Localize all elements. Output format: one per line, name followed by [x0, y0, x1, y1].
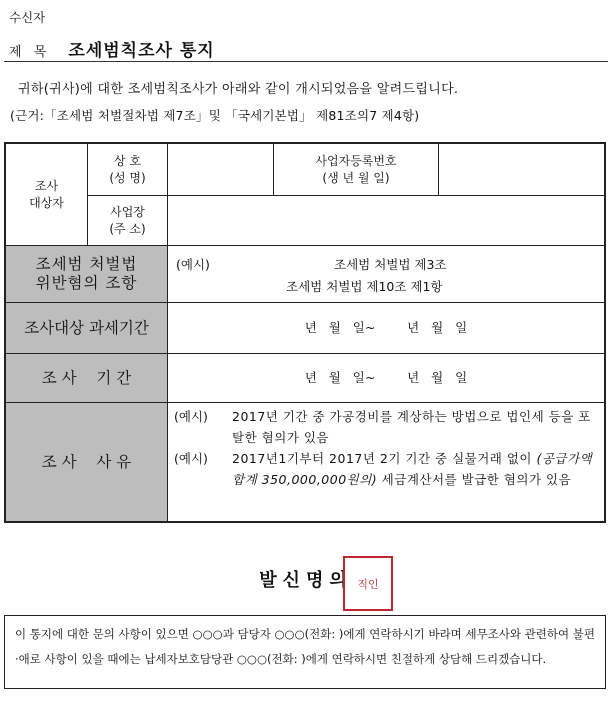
- title-divider: [4, 61, 608, 62]
- violation-value: [167, 245, 605, 303]
- violation-line-1: 조세범 처벌법 제3조: [334, 257, 447, 272]
- violation-example: (예시): [176, 257, 210, 272]
- reason-2-part-a: 2017년1기부터 2017년 2기 기간 중 실물거래 없이: [232, 451, 532, 466]
- sender-block: [0, 566, 612, 592]
- investigation-table: [4, 142, 606, 523]
- reason-item-2: [174, 448, 598, 490]
- inv-period-label: 조 사 기 간: [5, 353, 168, 403]
- official-seal: 직인: [343, 556, 393, 611]
- biz-reg-value: [438, 143, 605, 196]
- inv-period-value: 년 월 일~ 년 월 일: [167, 353, 605, 403]
- trade-name-value: [167, 143, 274, 196]
- intro-line-1: 귀하(귀사)에 대한 조세범칙조사가 아래와 같이 개시되었음을 알려드립니다.: [18, 82, 459, 97]
- tax-period-label: 조사대상 과세기간: [5, 302, 168, 354]
- sender-label: 발신명의: [259, 570, 353, 591]
- biz-reg-label: 사업자등록번호 (생 년 월 일): [273, 143, 439, 196]
- recipient-label: 수신자: [9, 10, 46, 25]
- tax-period-value: 년 월 일~ 년 월 일: [167, 302, 605, 354]
- reason-label: 조 사 사 유: [5, 402, 168, 522]
- reason-value: [167, 402, 605, 522]
- title-row: [9, 36, 215, 61]
- contact-notice: 이 통지에 대한 문의 사항이 있으면 ○○○과 담당자 ○○○(전화: )에게 연락하시기 바라며 세무조사와 관련하여 불편·애로 사항이 있을 때에는 납세자보호담당관 ○○○(전화: )에게 연락하시면 친절하게 상담해 드리겠습니다.: [4, 615, 606, 689]
- intro-line-2: (근거:「조세범 처벌절차법 제7조」및 「국세기본법」 제81조의7 제4항): [10, 108, 420, 123]
- reason-2-text: [232, 448, 598, 490]
- reason-2-prefix: (예시): [174, 451, 208, 466]
- subject-label-cell: 조사 대상자: [5, 143, 88, 246]
- violation-label: 조세범 처벌법 위반혐의 조항: [5, 245, 168, 303]
- document-title: 조세범칙조사 통지: [68, 41, 215, 61]
- subject-label: 제 목: [9, 45, 51, 60]
- reason-1-text: 2017년 기간 중 가공경비를 계상하는 방법으로 법인세 등을 포탈한 혐의가 있음: [232, 409, 591, 445]
- reason-1-prefix: (예시): [174, 409, 208, 424]
- reason-2-part-c: 세금계산서를 발급한 혐의가 있음: [381, 472, 572, 487]
- trade-name-label: 상 호 (성 명): [87, 143, 168, 196]
- reason-2-amount: (공급가액 합계 350,000,000원의): [232, 451, 593, 487]
- workplace-value: [167, 195, 605, 246]
- workplace-label: 사업장 (주 소): [87, 195, 168, 246]
- violation-line-2: 조세범 처벌법 제10조 제1항: [286, 279, 443, 294]
- reason-item-1: [174, 406, 598, 448]
